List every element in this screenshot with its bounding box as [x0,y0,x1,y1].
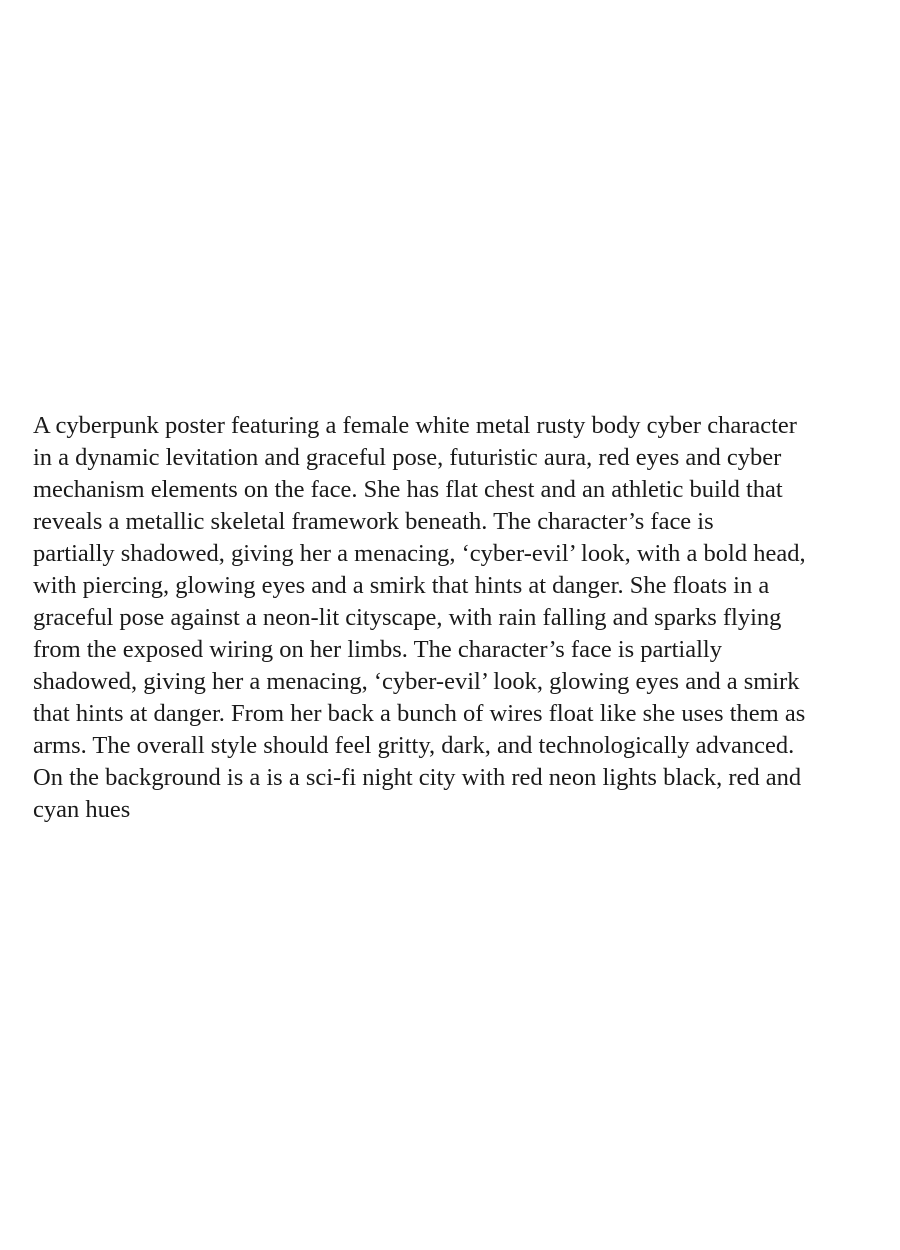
prompt-paragraph [33,410,873,826]
paragraph-line-11: arms. The overall style should feel gritty, dark, and technologically advanced. [33,732,795,759]
paragraph-line-3: mechanism elements on the face. She has flat chest and an athletic build that [33,476,783,503]
paragraph-line-9: shadowed, giving her a menacing, ‘cyber-evil’ look, glowing eyes and a smirk [33,668,800,695]
paragraph-line-13: cyan hues [33,796,131,823]
paragraph-line-10: that hints at danger. From her back a bunch of wires float like she uses them as [33,700,806,727]
paragraph-line-8: from the exposed wiring on her limbs. The character’s face is partially [33,636,722,663]
paragraph-line-1: A cyberpunk poster featuring a female white metal rusty body cyber character [33,412,797,439]
paragraph-line-2: in a dynamic levitation and graceful pose, futuristic aura, red eyes and cyber [33,444,782,471]
paragraph-line-6: with piercing, glowing eyes and a smirk that hints at danger. She floats in a [33,572,770,599]
paragraph-line-4: reveals a metallic skeletal framework beneath. The character’s face is [33,508,714,535]
paragraph-line-7: graceful pose against a neon-lit cityscape, with rain falling and sparks flying [33,604,782,631]
paragraph-line-12: On the background is a is a sci-fi night city with red neon lights black, red and [33,764,802,791]
paragraph-line-5: partially shadowed, giving her a menacing, ‘cyber-evil’ look, with a bold head, [33,540,806,567]
